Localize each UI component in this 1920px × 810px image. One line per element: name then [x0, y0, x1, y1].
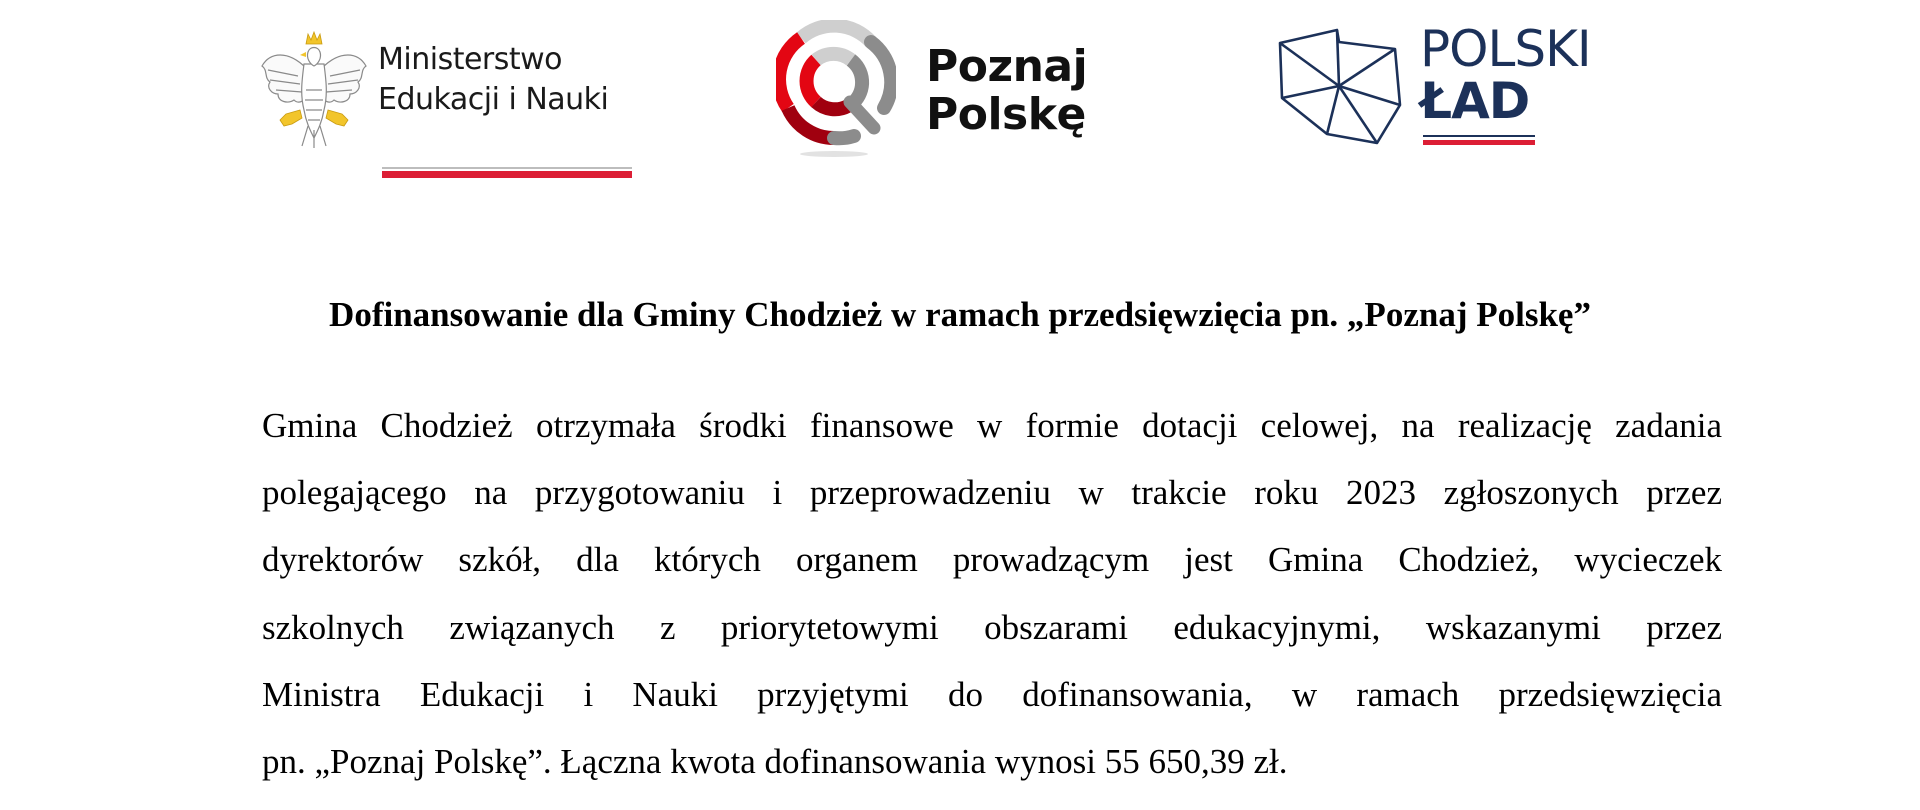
ministry-logo — [258, 30, 638, 155]
polski-lad-line2: ŁAD — [1420, 72, 1530, 130]
polski-lad-logo — [1270, 18, 1630, 153]
document-body — [262, 392, 1722, 795]
poznaj-polske-line2: Polskę — [926, 89, 1086, 140]
document-title: Dofinansowanie dla Gminy Chodzież w ramach przedsięwzięcia pn. „Poznaj Polskę” — [329, 295, 1591, 334]
polski-lad-navy-line — [1423, 135, 1535, 137]
logos-header — [0, 0, 1920, 170]
polski-lad-red-line — [1423, 140, 1535, 145]
body-line: Ministra Edukacji i Nauki przyjętymi do dofinansowania, w ramach przedsięwzięcia — [262, 674, 1722, 714]
poland-map-icon — [1270, 18, 1410, 148]
ministry-grey-line — [382, 167, 632, 169]
poznaj-polske-line1: Poznaj — [926, 41, 1088, 92]
body-line: dyrektorów szkół, dla których organem prowadzącym jest Gmina Chodzież, wycieczek — [262, 540, 1722, 580]
body-line: Gmina Chodzież otrzymała środki finansowe w formie dotacji celowej, na realizację zadania — [262, 406, 1722, 445]
polish-eagle-icon — [258, 30, 370, 150]
ministry-red-line — [382, 171, 632, 178]
body-line: polegającego na przygotowaniu i przeprowadzeniu w trakcie roku 2023 zgłoszonych przez — [262, 473, 1722, 513]
magnifier-logo-icon — [776, 20, 896, 165]
ministry-name — [378, 40, 608, 120]
poznaj-polske-name — [926, 43, 1087, 139]
poznaj-polske-logo — [776, 20, 1106, 165]
body-line: pn. „Poznaj Polskę”. Łączna kwota dofinansowania wynosi 55 650,39 zł. — [262, 742, 1288, 782]
ministry-name-line1: Ministerstwo — [378, 42, 563, 77]
polski-lad-line1: POLSKI — [1420, 20, 1591, 78]
body-line: szkolnych związanych z priorytetowymi obszarami edukacyjnymi, wskazanymi przez — [262, 607, 1722, 647]
ministry-name-line2: Edukacji i Nauki — [378, 82, 609, 117]
